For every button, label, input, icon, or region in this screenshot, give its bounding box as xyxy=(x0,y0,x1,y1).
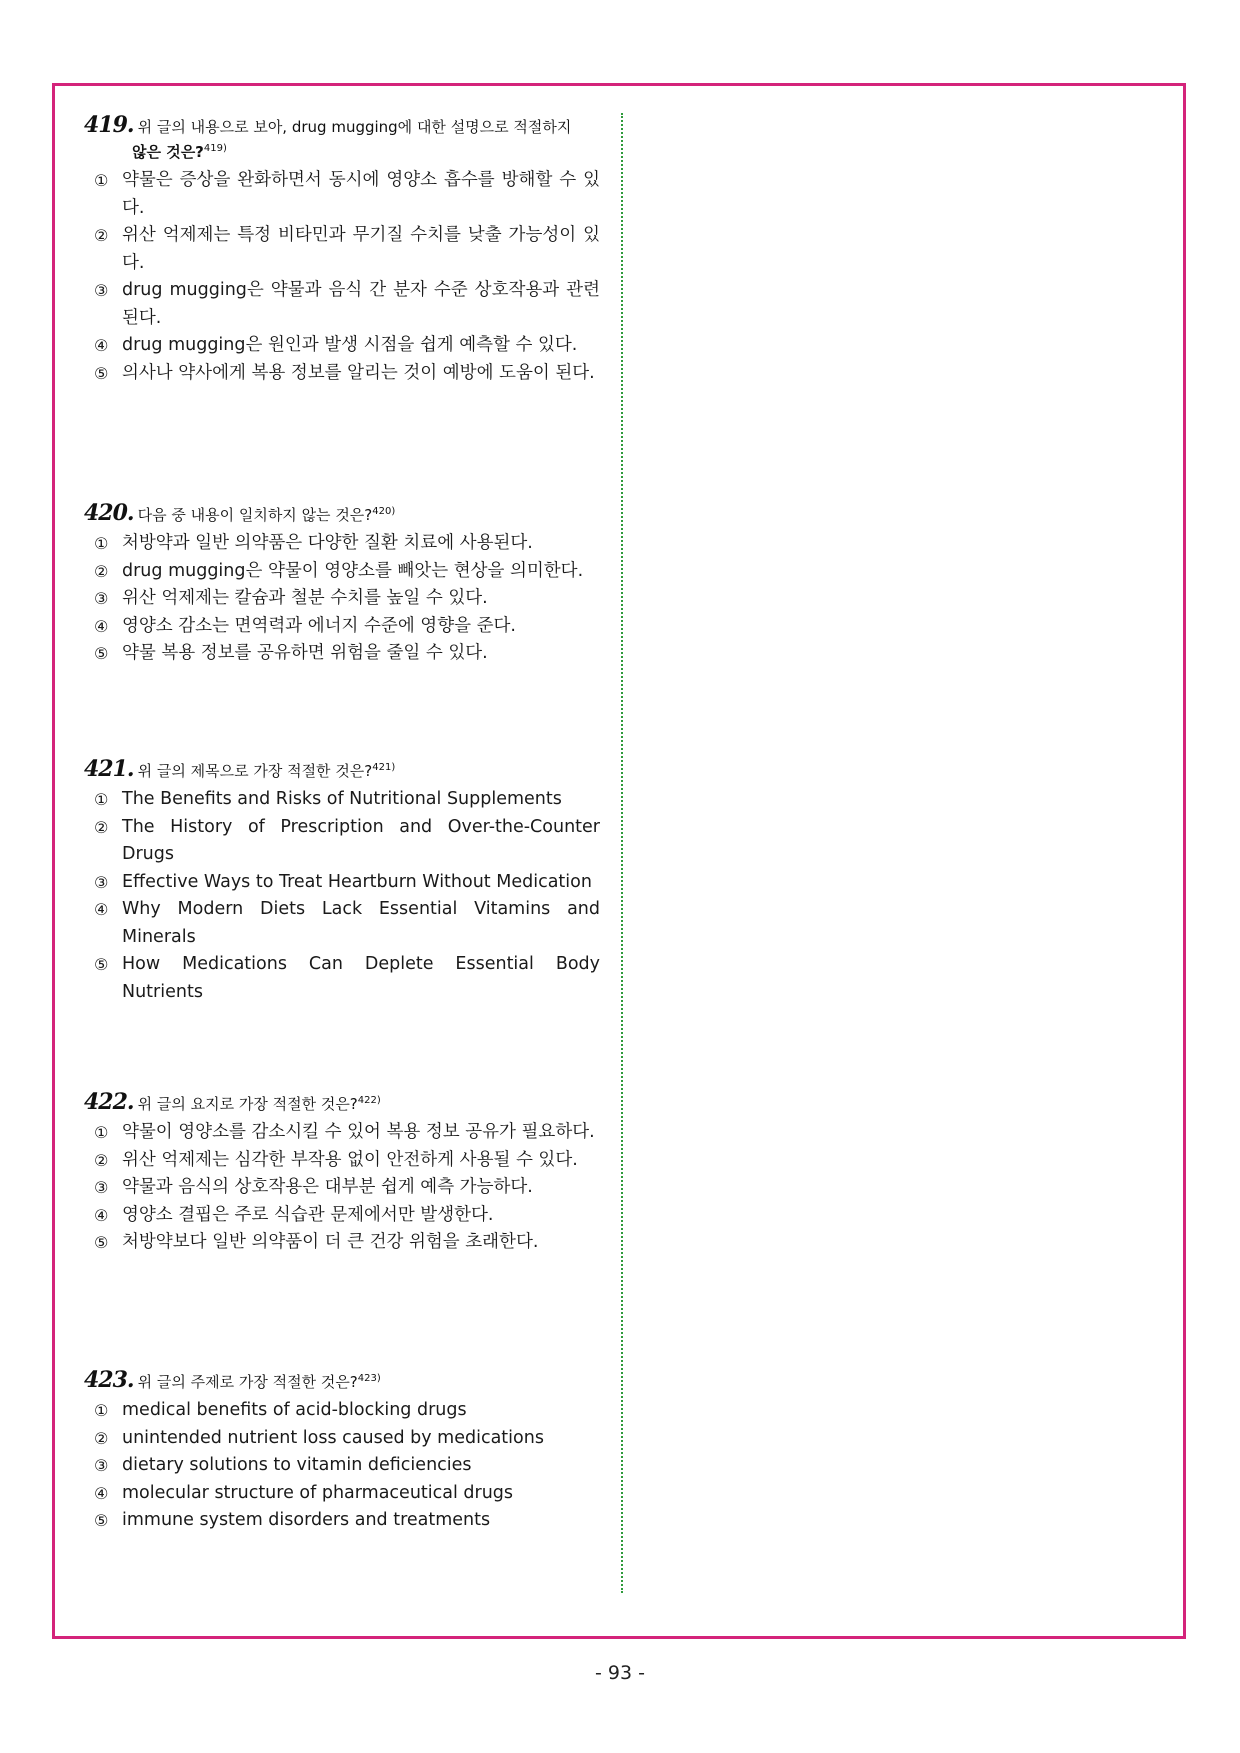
option-text: 처방약보다 일반 의약품이 더 큰 건강 위험을 초래한다. xyxy=(122,1232,539,1252)
question-prompt: 위 글의 제목으로 가장 적절한 것은? xyxy=(137,762,373,780)
option-list xyxy=(84,530,604,668)
option-marker: ① xyxy=(94,171,109,190)
option-marker: ① xyxy=(94,1401,109,1420)
option-3[interactable] xyxy=(84,869,604,897)
column-divider xyxy=(621,113,623,1593)
option-4[interactable] xyxy=(84,332,604,360)
option-marker: ② xyxy=(94,226,109,245)
option-text: dietary solutions to vitamin deficiencies xyxy=(122,1455,472,1475)
option-2[interactable] xyxy=(84,222,604,277)
option-list xyxy=(84,1397,604,1535)
question-number: 423. xyxy=(84,1367,134,1393)
option-marker: ③ xyxy=(94,872,109,892)
option-4[interactable] xyxy=(84,1480,604,1508)
option-text: drug mugging은 약물과 음식 간 분자 수준 상호작용과 관련된다. xyxy=(122,280,600,328)
question-reference: 420) xyxy=(372,506,396,517)
option-marker: ④ xyxy=(94,616,109,636)
option-text: 약물이 영양소를 감소시킬 수 있어 복용 정보 공유가 필요하다. xyxy=(122,1122,595,1142)
option-2[interactable] xyxy=(84,1147,604,1175)
option-text: The History of Prescription and Over-the-Counter Drugs xyxy=(122,816,600,864)
option-marker: ⑤ xyxy=(94,1233,109,1252)
question-423 xyxy=(84,1368,604,1535)
option-3[interactable] xyxy=(84,1174,604,1202)
option-text: drug mugging은 원인과 발생 시점을 쉽게 예측할 수 있다. xyxy=(122,335,578,355)
option-marker: ⑤ xyxy=(94,955,109,974)
option-text: 처방약과 일반 의약품은 다양한 질환 치료에 사용된다. xyxy=(122,533,533,553)
option-text: 위산 억제제는 칼슘과 철분 수치를 높일 수 있다. xyxy=(122,588,488,608)
question-419 xyxy=(84,112,604,387)
question-prompt: 위 글의 내용으로 보아, drug mugging에 대한 설명으로 적절하지 xyxy=(137,118,572,136)
option-marker: ⑤ xyxy=(94,1511,109,1530)
question-header xyxy=(84,112,604,163)
option-1[interactable] xyxy=(84,1119,604,1147)
question-prompt: 다음 중 내용이 일치하지 않는 것은? xyxy=(137,506,373,524)
option-marker: ① xyxy=(94,1123,109,1142)
option-marker: ③ xyxy=(94,1178,109,1197)
option-marker: ② xyxy=(94,1428,109,1448)
question-421 xyxy=(84,757,604,1006)
option-5[interactable] xyxy=(84,1507,604,1535)
option-text: unintended nutrient loss caused by medications xyxy=(122,1427,544,1448)
option-marker: ① xyxy=(94,790,109,809)
option-text: drug mugging은 약물이 영양소를 빼앗는 현상을 의미한다. xyxy=(122,560,584,581)
option-text: 의사나 약사에게 복용 정보를 알리는 것이 예방에 도움이 된다. xyxy=(122,362,595,383)
question-422 xyxy=(84,1090,604,1257)
question-prompt: 위 글의 요지로 가장 적절한 것은? xyxy=(137,1095,358,1113)
option-text: Effective Ways to Treat Heartburn Without Medication xyxy=(122,871,592,892)
question-reference: 422) xyxy=(357,1095,381,1106)
option-text: Why Modern Diets Lack Essential Vitamins and Minerals xyxy=(122,899,600,947)
option-text: 영양소 감소는 면역력과 에너지 수준에 영향을 준다. xyxy=(122,615,516,636)
question-header xyxy=(84,757,604,782)
option-marker: ③ xyxy=(94,281,109,300)
option-1[interactable] xyxy=(84,1397,604,1425)
option-4[interactable] xyxy=(84,1202,604,1230)
option-3[interactable] xyxy=(84,277,604,332)
option-marker: ① xyxy=(94,534,109,553)
question-header xyxy=(84,1090,604,1115)
option-marker: ② xyxy=(94,561,109,581)
question-header xyxy=(84,1368,604,1393)
option-text: 약물은 증상을 완화하면서 동시에 영양소 흡수를 방해할 수 있다. xyxy=(122,170,600,218)
option-text: 약물 복용 정보를 공유하면 위험을 줄일 수 있다. xyxy=(122,643,488,663)
question-number: 420. xyxy=(84,500,134,526)
option-text: 위산 억제제는 특정 비타민과 무기질 수치를 낮출 가능성이 있다. xyxy=(122,225,600,273)
option-5[interactable] xyxy=(84,951,604,1006)
option-list xyxy=(84,167,604,387)
option-list xyxy=(84,786,604,1006)
option-marker: ④ xyxy=(94,336,109,355)
option-text: 위산 억제제는 심각한 부작용 없이 안전하게 사용될 수 있다. xyxy=(122,1149,578,1170)
option-marker: ⑤ xyxy=(94,363,109,383)
option-1[interactable] xyxy=(84,530,604,558)
option-marker: ④ xyxy=(94,1205,109,1225)
option-marker: ② xyxy=(94,817,109,837)
option-marker: ② xyxy=(94,1150,109,1170)
question-reference: 421) xyxy=(372,762,396,773)
option-marker: ③ xyxy=(94,589,109,608)
option-4[interactable] xyxy=(84,613,604,641)
option-1[interactable] xyxy=(84,786,604,814)
option-5[interactable] xyxy=(84,1229,604,1257)
question-number: 421. xyxy=(84,756,134,782)
option-marker: ⑤ xyxy=(94,644,109,663)
option-marker: ③ xyxy=(94,1456,109,1475)
option-text: immune system disorders and treatments xyxy=(122,1510,491,1530)
option-2[interactable] xyxy=(84,558,604,586)
option-marker: ④ xyxy=(94,1483,109,1503)
question-number: 419. xyxy=(84,112,134,138)
option-4[interactable] xyxy=(84,896,604,951)
question-header xyxy=(84,501,604,526)
option-text: The Benefits and Risks of Nutritional Supplements xyxy=(122,789,562,809)
question-420 xyxy=(84,501,604,668)
page-number: - 93 - xyxy=(595,1662,645,1684)
option-2[interactable] xyxy=(84,814,604,869)
question-number: 422. xyxy=(84,1089,134,1115)
option-5[interactable] xyxy=(84,640,604,668)
option-list xyxy=(84,1119,604,1257)
option-text: molecular structure of pharmaceutical drugs xyxy=(122,1482,514,1503)
option-text: medical benefits of acid-blocking drugs xyxy=(122,1400,467,1420)
option-1[interactable] xyxy=(84,167,604,222)
option-text: 영양소 결핍은 주로 식습관 문제에서만 발생한다. xyxy=(122,1204,494,1225)
option-marker: ④ xyxy=(94,900,109,919)
option-5[interactable] xyxy=(84,360,604,388)
question-prompt-continued-row xyxy=(84,138,604,163)
question-reference: 423) xyxy=(357,1373,381,1384)
question-prompt-continued: 않은 것은? xyxy=(132,143,204,161)
option-2[interactable] xyxy=(84,1425,604,1453)
option-3[interactable] xyxy=(84,1452,604,1480)
question-reference: 419) xyxy=(203,143,227,154)
option-text: 약물과 음식의 상호작용은 대부분 쉽게 예측 가능하다. xyxy=(122,1177,533,1197)
option-3[interactable] xyxy=(84,585,604,613)
option-text: How Medications Can Deplete Essential Body Nutrients xyxy=(122,954,600,1002)
question-prompt: 위 글의 주제로 가장 적절한 것은? xyxy=(137,1373,358,1391)
